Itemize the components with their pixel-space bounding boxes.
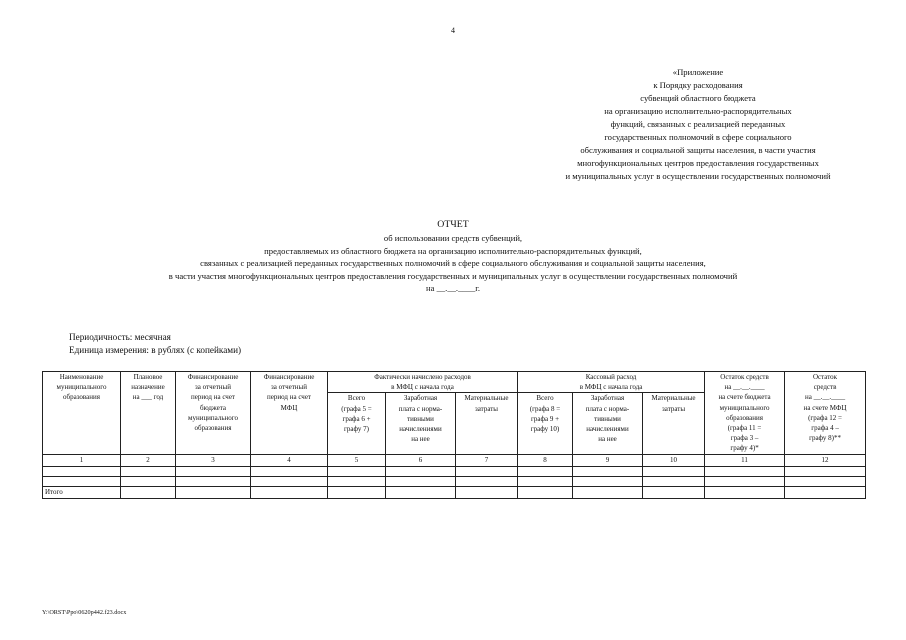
column-number: 9 [573,454,643,466]
report-subtitle-line: в части участия многофункциональных центров предоставления государственных и муниципальных услуг в осуществлении государственных полномочий [168,270,738,281]
table-cell[interactable] [705,466,785,476]
total-row [43,486,866,498]
unit-text: Единица измерения: в рублях (с копейками) [69,345,242,355]
page-number: 4 [451,26,455,35]
appendix-line: «Приложение [672,67,724,77]
table-cell[interactable] [251,476,328,486]
column-number: 8 [518,454,573,466]
appendix-line: многофункциональных центров предоставления государственных [577,158,819,168]
table-cell[interactable] [573,476,643,486]
table-cell[interactable] [328,486,386,498]
header-c8: Всего (графа 8 = графа 9 + графу 10) [518,393,573,454]
table-cell[interactable] [785,486,866,498]
column-number: 11 [705,454,785,466]
table-cell[interactable] [518,486,573,498]
column-number: 5 [328,454,386,466]
header-group-cash: Кассовый расход в МФЦ с начала года [518,372,705,393]
header-c1: Наименование муниципального образования [43,372,121,455]
appendix-header [530,66,866,183]
report-subtitle-line: об использовании средств субвенций, [383,233,523,243]
appendix-line: на организацию исполнительно-распорядительных [604,106,792,116]
table-cell[interactable] [176,476,251,486]
table-cell[interactable] [386,476,456,486]
column-number: 4 [251,454,328,466]
appendix-line: к Порядку расходования [653,80,743,90]
column-number: 7 [456,454,518,466]
appendix-line: субвенций областного бюджета [640,93,756,103]
total-label: Итого [43,486,121,498]
table-cell[interactable] [43,466,121,476]
appendix-line: функций, связанных с реализацией переданных [610,119,786,129]
table-row [43,466,866,476]
table-cell[interactable] [573,466,643,476]
table-cell[interactable] [785,466,866,476]
table-cell[interactable] [643,466,705,476]
table-cell[interactable] [456,476,518,486]
header-c4: Финансирование за отчетный период на счет МФЦ [251,372,328,455]
table-cell[interactable] [328,466,386,476]
header-c7: Материальные затраты [456,393,518,454]
table-cell[interactable] [43,476,121,486]
column-number: 6 [386,454,456,466]
appendix-line: государственных полномочий в сфере социального [604,132,792,142]
header-c5: Всего (графа 5 = графа 6 + графу 7) [328,393,386,454]
header-c12: Остаток средств на __.__.____ на счете МФЦ (графа 12 = графа 4 – графу 8)** [785,372,866,455]
table-cell[interactable] [518,466,573,476]
column-number: 2 [121,454,176,466]
table-cell[interactable] [456,466,518,476]
appendix-line: обслуживания и социальной защиты населения, в части участия [580,145,816,155]
table-cell[interactable] [705,476,785,486]
header-c6: Заработная плата с норма- тивными начислениями на нее [386,393,456,454]
table-cell[interactable] [251,466,328,476]
report-table [42,371,866,499]
report-subtitle-line: связанных с реализацией переданных государственных полномочий в сфере социального обслуживания и социальной защиты населения, [200,258,706,268]
report-date-line: на __.__.____г. [426,283,480,293]
table-cell[interactable] [386,486,456,498]
header-c3: Финансирование за отчетный период на счет бюджета муниципального образования [176,372,251,455]
file-path-footer: Y:\ORST\Ppo\0620p442.f23.docx [42,609,127,616]
column-number: 10 [643,454,705,466]
column-number: 1 [43,454,121,466]
report-heading [60,218,846,295]
table-row [43,476,866,486]
report-title: ОТЧЕТ [437,219,469,230]
table-cell[interactable] [121,466,176,476]
table-cell[interactable] [328,476,386,486]
header-c2: Плановое назначение на ___ год [121,372,176,455]
table-cell[interactable] [176,486,251,498]
table-cell[interactable] [643,476,705,486]
table-cell[interactable] [573,486,643,498]
header-c9: Заработная плата с норма- тивными начислениями на нее [573,393,643,454]
header-group-accrued: Фактически начислено расходов в МФЦ с начала года [328,372,518,393]
column-number: 3 [176,454,251,466]
column-number: 12 [785,454,866,466]
table-cell[interactable] [386,466,456,476]
header-c10: Материальные затраты [643,393,705,454]
header-c11: Остаток средств на __.__.____ на счете бюджета муниципального образования (графа 11 = графа 3 – графу 4)* [705,372,785,455]
table-cell[interactable] [643,486,705,498]
table-cell[interactable] [121,486,176,498]
table-cell[interactable] [251,486,328,498]
report-meta [69,331,241,357]
table-cell[interactable] [785,476,866,486]
table-cell[interactable] [518,476,573,486]
table-cell[interactable] [705,486,785,498]
periodicity-text: Периодичность: месячная [69,332,171,342]
appendix-line: и муниципальных услуг в осуществлении государственных полномочий [565,171,831,181]
table-cell[interactable] [456,486,518,498]
report-subtitle-line: предоставляемых из областного бюджета на организацию исполнительно-распорядительных функций, [264,245,642,256]
table-cell[interactable] [176,466,251,476]
table-cell[interactable] [121,476,176,486]
